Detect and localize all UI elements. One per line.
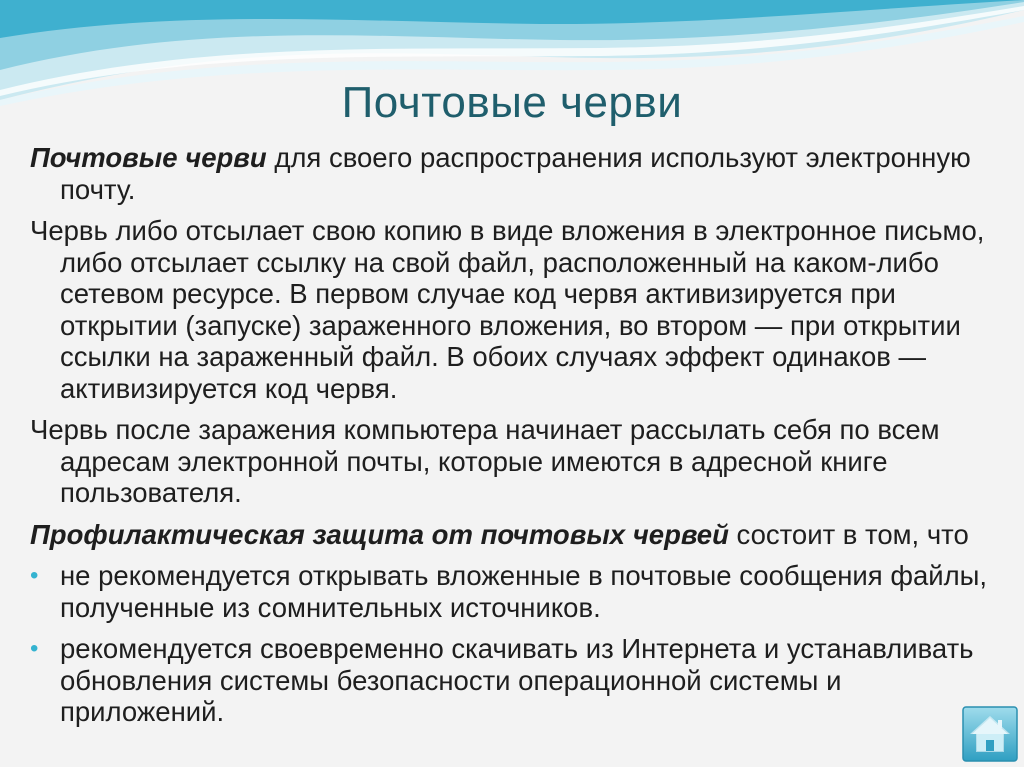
list-item (30, 560, 990, 623)
bullet-icon: • (30, 635, 39, 662)
paragraph-intro-text: для своего распространения используют электронную почту. (60, 142, 971, 205)
paragraph-intro (30, 142, 990, 205)
term-mail-worms: Почтовые черви (30, 142, 267, 173)
home-icon (962, 706, 1018, 762)
bullet-text: не рекомендуется открывать вложенные в почтовые сообщения файлы, полученные из сомнительных источников. (60, 560, 988, 623)
term-protection: Профилактическая защита от почтовых червей (30, 518, 729, 550)
paragraph-protection-text: состоит в том, что (728, 518, 969, 550)
list-item (30, 633, 990, 728)
paragraph-mechanism: Червь либо отсылает свою копию в виде вложения в электронное письмо, либо отсылает ссылку на свой файл, расположенный на каком-либо сетевом ресурсе. В первом случае код червя активизируется при открытии (запуске) зараженного вложения, во втором — при открытии ссылки на зараженный файл. В обоих случаях эффект одинаков — активизируется код червя. (30, 215, 985, 404)
home-button[interactable] (962, 706, 1018, 762)
slide-title: Почтовые черви (341, 78, 683, 127)
bullet-icon: • (30, 562, 39, 589)
bullet-text: рекомендуется своевременно скачивать из Интернета и устанавливать обновления системы безопасности операционной системы и приложений. (60, 633, 974, 727)
paragraph-protection (30, 519, 990, 551)
paragraph-spread: Червь после заражения компьютера начинает рассылать себя по всем адресам электронной почты, которые имеются в адресной книге пользователя. (30, 414, 940, 508)
slide-body (30, 142, 990, 738)
